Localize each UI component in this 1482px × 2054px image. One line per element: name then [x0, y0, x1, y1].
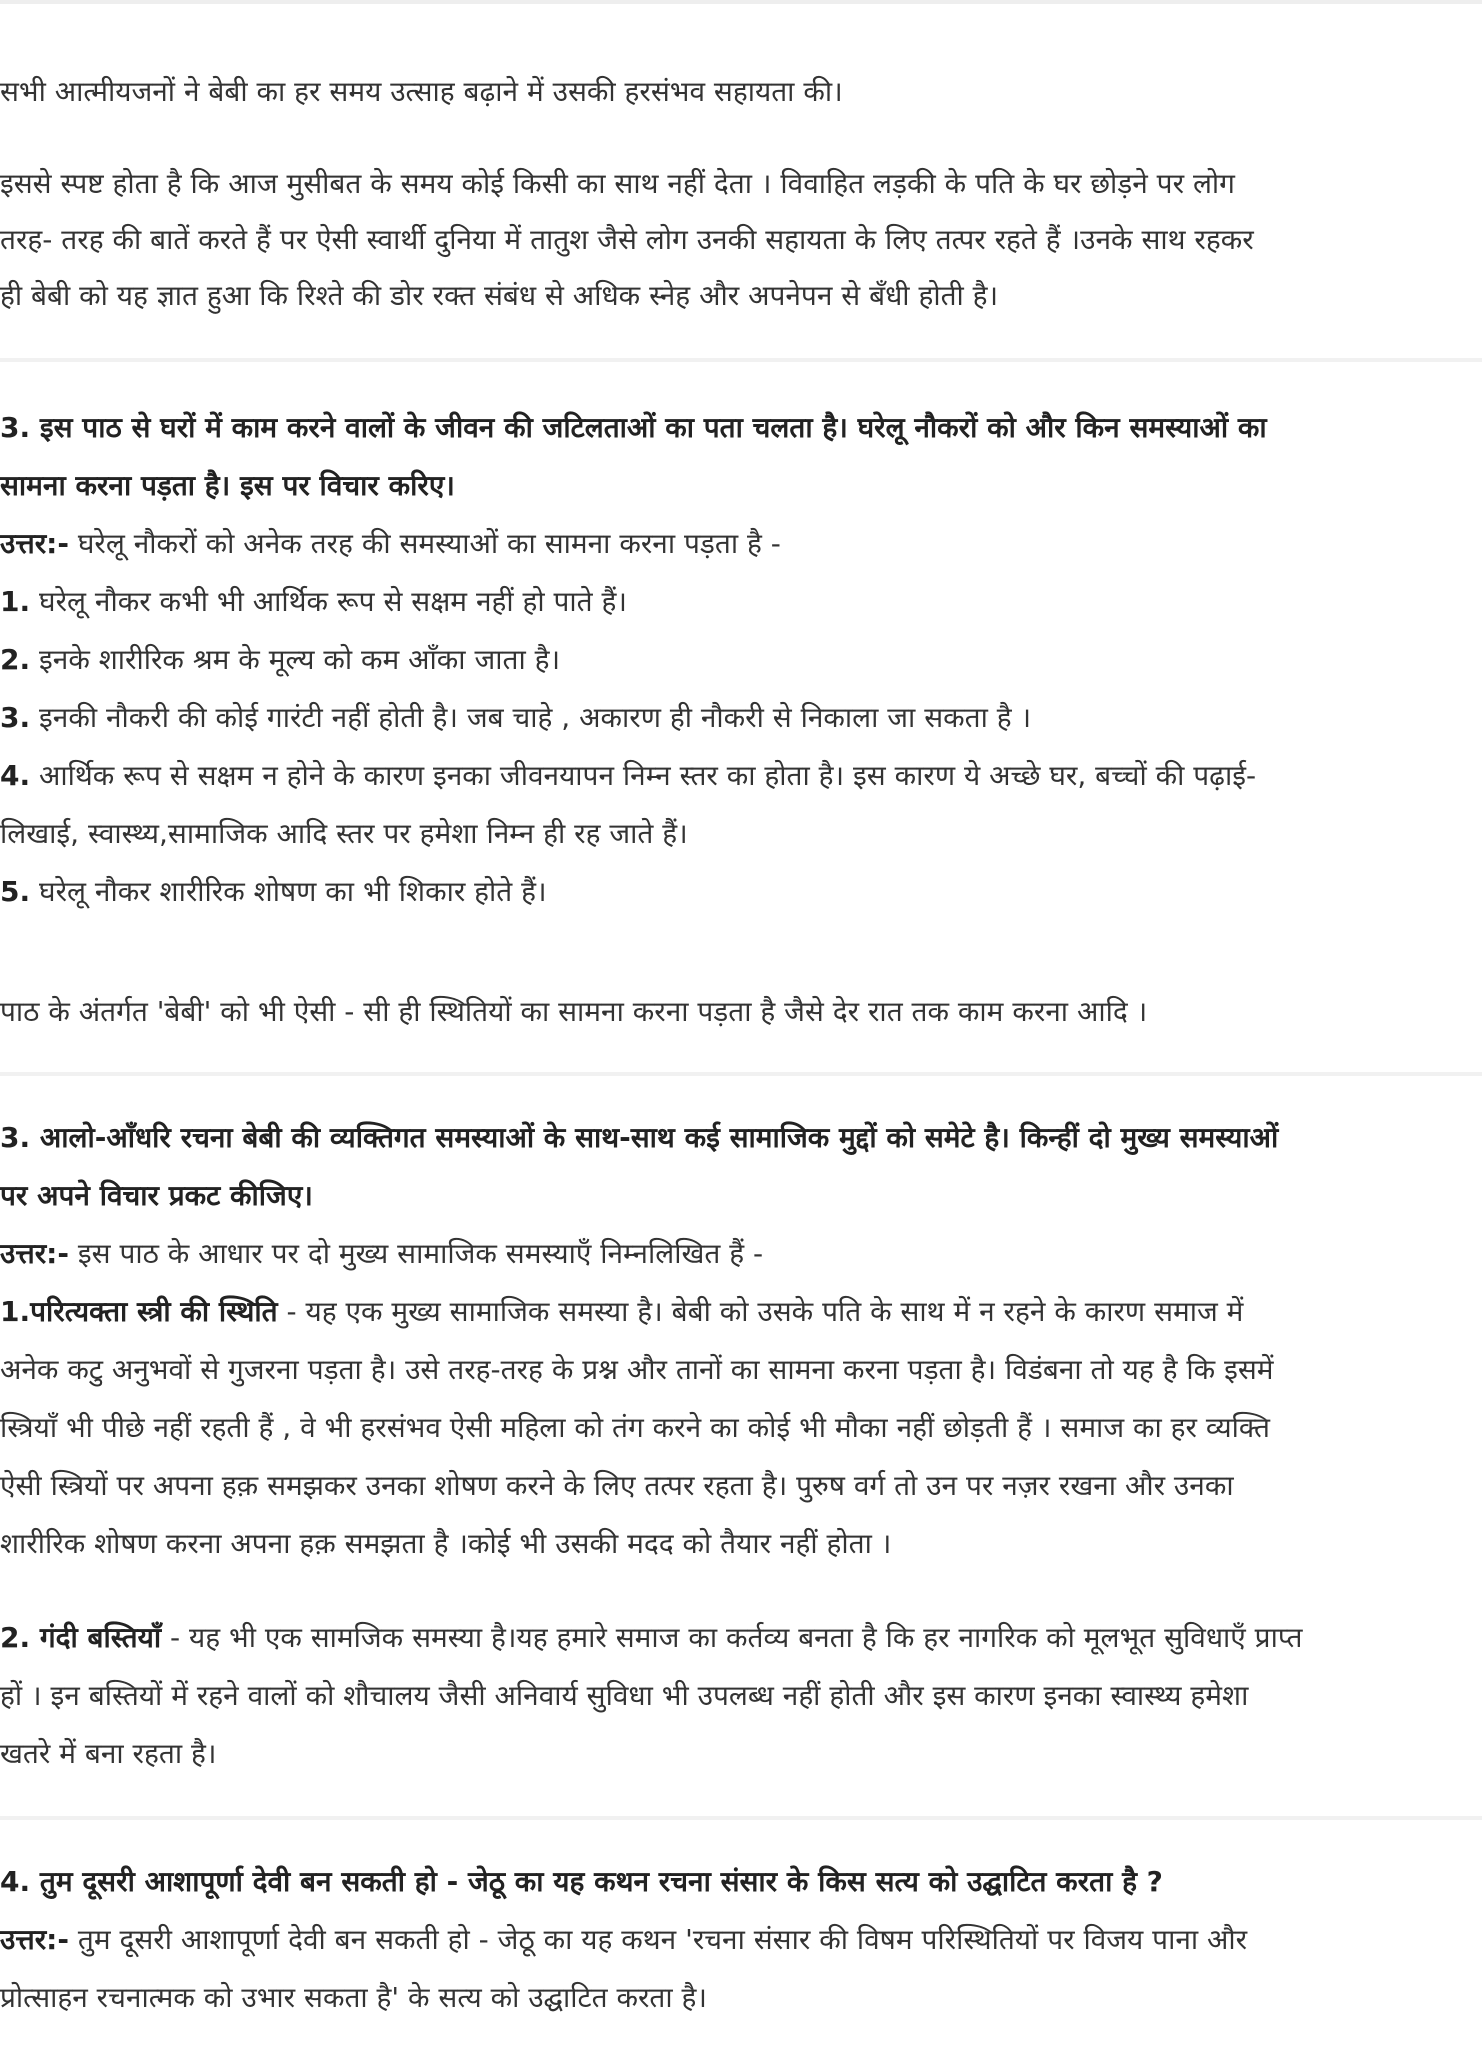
answer-4-line2: प्रोत्साहन रचनात्मक को उभार सकता है' के सत्य को उद्घाटित करता है। [0, 1981, 708, 2014]
list-item-text: इनकी नौकरी की कोई गारंटी नहीं होती है। जब चाहे , अकारण ही नौकरी से निकाला जा सकता है । [30, 701, 1032, 734]
question-3a-line2: सामना करना पड़ता है। इस पर विचार करिए। [0, 469, 455, 502]
list-item-number: 1. [0, 585, 31, 618]
list-item [0, 756, 1256, 796]
section2-closing: पाठ के अंतर्गत 'बेबी' को भी ऐसी - सी ही स्थितियों का सामना करना पड़ता है जैसे देर रात तक काम करना आदि । [0, 995, 1148, 1028]
point1-line2: अनेक कटु अनुभवों से गुजरना पड़ता है। उसे तरह-तरह के प्रश्न और तानों का सामना करना पड़ता है। विडंबना तो यह है कि इसमें [0, 1353, 1274, 1386]
point1-line5: शारीरिक शोषण करना अपना हक़ समझता है ।कोई भी उसकी मदद को तैयार नहीं होता । [0, 1527, 892, 1560]
list-item [0, 872, 547, 912]
answer-4-text: तुम दूसरी आशापूर्णा देवी बन सकती हो - जेठू का यह कथन 'रचना संसार की विषम परिस्थितियों पर विजय पाना और [68, 1923, 1248, 1956]
point2-text: - यह भी एक सामजिक समस्या है।यह हमारे समाज का कर्तव्य बनता है कि हर नागरिक को मूलभूत सुविधाएँ प्राप्त [161, 1621, 1303, 1654]
answer-intro-text: घरेलू नौकरों को अनेक तरह की समस्याओं का सामना करना पड़ता है - [68, 527, 781, 560]
list-item [0, 582, 627, 622]
answer-label: उत्तर:- [0, 1923, 69, 1956]
question-4: 4. तुम दूसरी आशापूर्णा देवी बन सकती हो - जेठू का यह कथन रचना संसार के किस सत्य को उद्घाटित करता है ? [0, 1865, 1163, 1898]
list-item-text: आर्थिक रूप से सक्षम न होने के कारण इनका जीवनयापन निम्न स्तर का होता है। इस कारण ये अच्छे घर, बच्चों की पढ़ाई- [30, 759, 1257, 792]
question-3b-line2: पर अपने विचार प्रकट कीजिए। [0, 1179, 313, 1212]
answer-label: उत्तर:- [0, 527, 69, 560]
section1-paragraph1: सभी आत्मीयजनों ने बेबी का हर समय उत्साह बढ़ाने में उसकी हरसंभव सहायता की। [0, 75, 843, 108]
list-item-number: 2. [0, 643, 31, 676]
list-item-text: इनके शारीरिक श्रम के मूल्य को कम आँका जाता है। [30, 643, 561, 676]
section-divider [0, 1072, 1482, 1076]
top-divider [0, 0, 1482, 4]
list-item-number: 4. [0, 759, 31, 792]
point2-line2: हों । इन बस्तियों में रहने वालों को शौचालय जैसी अनिवार्य सुविधा भी उपलब्ध नहीं होती और इस कारण इनका स्वास्थ्य हमेशा [0, 1679, 1249, 1712]
list-item [0, 698, 1031, 738]
answer-4-line1 [0, 1920, 1247, 1960]
list-item [0, 640, 560, 680]
list-item-number: 3. [0, 701, 31, 734]
answer-label: उत्तर:- [0, 1237, 69, 1270]
list-item-continuation [0, 814, 688, 854]
question-3a-line1: 3. इस पाठ से घरों में काम करने वालों के जीवन की जटिलताओं का पता चलता है। घरेलू नौकरों को और किन समस्याओं का [0, 411, 1267, 444]
point1-line4: ऐसी स्त्रियों पर अपना हक़ समझकर उनका शोषण करने के लिए तत्पर रहता है। पुरुष वर्ग तो उन पर नज़र रखना और उनका [0, 1469, 1234, 1502]
list-item-text: लिखाई, स्वास्थ्य,सामाजिक आदि स्तर पर हमेशा निम्न ही रह जाते हैं। [0, 817, 688, 850]
point1-line1 [0, 1292, 1243, 1332]
section1-paragraph2-line1: इससे स्पष्ट होता है कि आज मुसीबत के समय कोई किसी का साथ नहीं देता । विवाहित लड़की के पति के घर छोड़ने पर लोग [0, 167, 1235, 200]
point1-label: 1.परित्यक्ता स्त्री की स्थिति [0, 1295, 278, 1328]
point1-line3: स्त्रियाँ भी पीछे नहीं रहती हैं , वे भी हरसंभव ऐसी महिला को तंग करने का कोई भी मौका नहीं छोड़ती हैं । समाज का हर व्यक्ति [0, 1411, 1270, 1444]
section1-paragraph2-line2: तरह- तरह की बातें करते हैं पर ऐसी स्वार्थी दुनिया में तातुश जैसे लोग उनकी सहायता के लिए तत्पर रहते हैं ।उनके साथ रहकर [0, 223, 1254, 256]
list-item-number: 5. [0, 875, 31, 908]
section-divider [0, 358, 1482, 362]
question-3b-line1: 3. आलो-आँधरि रचना बेबी की व्यक्तिगत समस्याओं के साथ-साथ कई सामाजिक मुद्दों को समेटे है। किन्हीं दो मुख्य समस्याओं [0, 1121, 1279, 1154]
point2-label: 2. गंदी बस्तियाँ [0, 1621, 162, 1654]
point1-text: - यह एक मुख्य सामाजिक समस्या है। बेबी को उसके पति के साथ में न रहने के कारण समाज में [277, 1295, 1244, 1328]
answer-3a-intro [0, 524, 781, 564]
answer-3b-intro [0, 1234, 763, 1274]
section-divider [0, 1816, 1482, 1820]
section1-paragraph2-line3: ही बेबी को यह ज्ञात हुआ कि रिश्ते की डोर रक्त संबंध से अधिक स्नेह और अपनेपन से बँधी होती है। [0, 279, 999, 312]
point2-line3: खतरे में बना रहता है। [0, 1737, 217, 1770]
point2-line1 [0, 1618, 1302, 1658]
list-item-text: घरेलू नौकर कभी भी आर्थिक रूप से सक्षम नहीं हो पाते हैं। [30, 585, 628, 618]
list-item-text: घरेलू नौकर शारीरिक शोषण का भी शिकार होते हैं। [30, 875, 547, 908]
answer-intro-text: इस पाठ के आधार पर दो मुख्य सामाजिक समस्याएँ निम्नलिखित हैं - [68, 1237, 764, 1270]
